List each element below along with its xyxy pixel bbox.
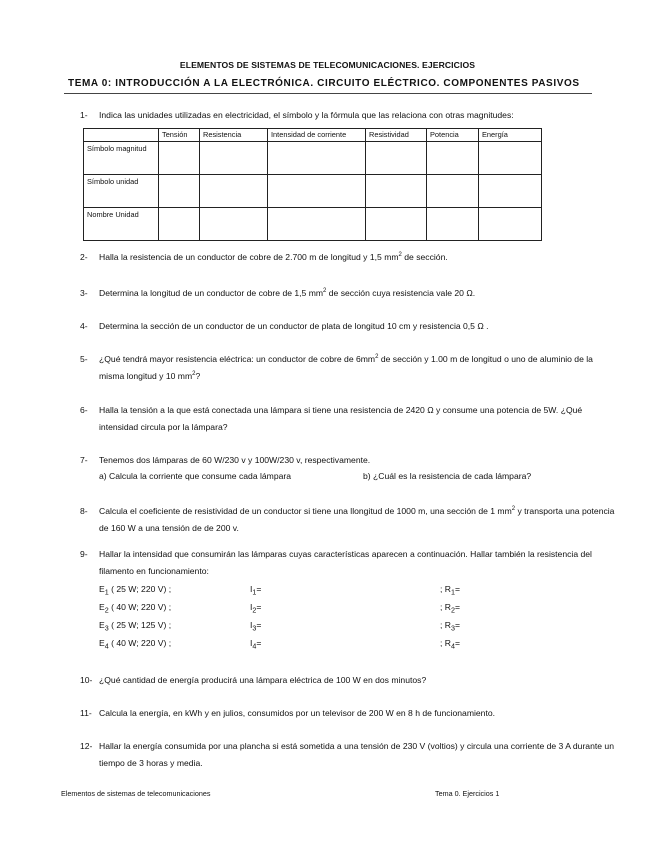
table-cell [268, 208, 366, 241]
subscript: 2 [252, 606, 257, 615]
equals: = [256, 602, 262, 612]
text-part: ? [195, 371, 201, 381]
row-header: Nombre Unidad [84, 208, 159, 241]
lamp-symbol: E [99, 620, 105, 630]
table-cell [268, 142, 366, 175]
table-cell [427, 208, 479, 241]
table-cell [479, 208, 542, 241]
subscript: 1 [104, 588, 109, 597]
question-text [99, 351, 619, 385]
question-number: 10- [80, 675, 93, 685]
subscript: 1 [450, 588, 455, 597]
lamp-values: ( 40 W; 220 V) ; [108, 638, 172, 648]
table-header-cell: Potencia [427, 129, 479, 142]
question-text: Hallar la intensidad que consumirán las lámparas cuyas características aparecen a continuación. Hallar también la resistencia del filamento en funcionamiento: [99, 549, 592, 576]
question-number: 6- [80, 405, 88, 415]
superscript: 2 [511, 506, 516, 512]
table-cell [427, 142, 479, 175]
lamp-current [250, 602, 261, 615]
question-number: 7- [80, 455, 88, 465]
question-text: Hallar la energía consumida por una plancha si está sometida a una tensión de 230 V (voltios) y circula una corriente de 3 A durante un tiempo de 3 horas y media. [99, 741, 614, 768]
text-part: de sección cuya resistencia vale 20 Ω. [326, 288, 476, 298]
question-text: ¿Qué cantidad de energía producirá una lámpara eléctrica de 100 W en dos minutos? [99, 675, 427, 685]
equals: = [256, 620, 262, 630]
text-part: de sección y 1.00 m de longitud o uno de aluminio de la misma longitud y 10 mm [99, 354, 593, 381]
lamp-current [250, 638, 261, 651]
lamp-resistance [440, 620, 460, 633]
subscript: 2 [104, 606, 109, 615]
lamp-resistance [440, 602, 460, 615]
lamp-current [250, 584, 261, 597]
question-7a: a) Calcula la corriente que consume cada lámpara [99, 471, 292, 481]
table-row [84, 208, 542, 241]
subscript: 3 [252, 624, 257, 633]
question-number: 3- [80, 288, 88, 298]
equals: = [454, 620, 460, 630]
lamp-values: ( 40 W; 220 V) ; [108, 602, 172, 612]
lamp-spec [99, 584, 171, 597]
question-number: 1- [80, 110, 88, 120]
resistance-symbol: ; R [440, 620, 451, 630]
subscript: 2 [450, 606, 455, 615]
lamp-spec [99, 620, 171, 633]
resistance-symbol: ; R [440, 584, 451, 594]
question-text: Halla la tensión a la que está conectada una lámpara si tiene una resistencia de 2420 Ω y consume una potencia de 5W. ¿Qué intensidad circula por la lámpara? [99, 405, 583, 432]
table-header-cell: Resistencia [200, 129, 268, 142]
subscript: 4 [252, 642, 257, 651]
row-header: Símbolo unidad [84, 175, 159, 208]
equals: = [454, 638, 460, 648]
table-header-cell: Energía [479, 129, 542, 142]
table-cell [479, 142, 542, 175]
lamp-symbol: E [99, 638, 105, 648]
table-header-cell: Resistividad [366, 129, 427, 142]
table-row [84, 175, 542, 208]
superscript: 2 [192, 371, 196, 377]
question-number: 9- [80, 549, 88, 559]
resistance-symbol: ; R [440, 602, 451, 612]
question-number: 8- [80, 506, 88, 516]
table-cell [479, 175, 542, 208]
lamp-spec [99, 602, 171, 615]
superscript: 2 [323, 288, 327, 294]
table-cell [366, 208, 427, 241]
lamp-resistance [440, 638, 460, 651]
current-symbol: I [250, 584, 253, 594]
text-part: ¿Qué tendrá mayor resistencia eléctrica: un conductor de cobre de 6mm [99, 354, 376, 364]
subscript: 3 [104, 624, 109, 633]
question-number: 5- [80, 354, 88, 364]
table-cell [159, 208, 200, 241]
table-cell [159, 142, 200, 175]
question-text [99, 503, 619, 537]
header-divider [64, 93, 592, 94]
question-number: 2- [80, 252, 88, 262]
equals: = [454, 602, 460, 612]
question-text: Calcula la energía, en kWh y en julios, consumidos por un televisor de 200 W en 8 h de funcionamiento. [99, 708, 496, 718]
question-text [99, 249, 619, 266]
table-cell [427, 175, 479, 208]
question-number: 4- [80, 321, 88, 331]
question-text: Indica las unidades utilizadas en electricidad, el símbolo y la fórmula que las relaciona con otras magnitudes: [99, 110, 514, 120]
equals: = [256, 638, 262, 648]
question-text [99, 285, 619, 302]
current-symbol: I [250, 602, 253, 612]
table-cell [366, 142, 427, 175]
lamp-symbol: E [99, 584, 105, 594]
subscript: 1 [252, 588, 257, 597]
footer-page-label: Tema 0. Ejercicios 1 [435, 789, 500, 798]
current-symbol: I [250, 620, 253, 630]
table-header-cell: Tensión [159, 129, 200, 142]
table-cell [200, 175, 268, 208]
lamp-resistance [440, 584, 460, 597]
lamp-current [250, 620, 261, 633]
subscript: 3 [450, 624, 455, 633]
document-subtitle: TEMA 0: INTRODUCCIÓN A LA ELECTRÓNICA. CIRCUITO ELÉCTRICO. COMPONENTES PASIVOS [68, 78, 580, 89]
subscript: 4 [450, 642, 455, 651]
table-header-cell: Intensidad de corriente [268, 129, 366, 142]
lamp-spec [99, 638, 171, 651]
text-part: de sección. [401, 252, 448, 262]
document-title: ELEMENTOS DE SISTEMAS DE TELECOMUNICACIONES. EJERCICIOS [179, 60, 476, 70]
superscript: 2 [398, 252, 402, 258]
subscript: 4 [104, 642, 109, 651]
equals: = [256, 584, 262, 594]
equals: = [454, 584, 460, 594]
question-number: 12- [80, 741, 93, 751]
text-part: Halla la resistencia de un conductor de cobre de 2.700 m de longitud y 1,5 mm [99, 252, 399, 262]
table-header-row [84, 129, 542, 142]
table-row [84, 142, 542, 175]
text-part: Determina la longitud de un conductor de cobre de 1,5 mm [99, 288, 324, 298]
table-cell [268, 175, 366, 208]
table-header-cell [84, 129, 159, 142]
question-number: 11- [80, 708, 92, 718]
table-cell [200, 208, 268, 241]
resistance-symbol: ; R [440, 638, 451, 648]
superscript: 2 [375, 354, 379, 360]
current-symbol: I [250, 638, 253, 648]
lamp-symbol: E [99, 602, 105, 612]
question-7b: b) ¿Cuál es la resistencia de cada lámpara? [363, 471, 532, 481]
table-cell [366, 175, 427, 208]
table-cell [159, 175, 200, 208]
lamp-values: ( 25 W; 125 V) ; [108, 620, 172, 630]
footer-course-title: Elementos de sistemas de telecomunicaciones [61, 789, 211, 798]
question-text: Determina la sección de un conductor de un conductor de plata de longitud 10 cm y resistencia 0,5 Ω . [99, 321, 489, 331]
question-text: Tenemos dos lámparas de 60 W/230 v y 100W/230 v, respectivamente. [99, 455, 371, 465]
table-cell [200, 142, 268, 175]
text-part: Calcula el coeficiente de resistividad de un conductor si tiene una llongitud de 1000 m, una sección de 1 mm [99, 506, 512, 516]
units-table [83, 128, 542, 241]
lamp-values: ( 25 W; 220 V) ; [108, 584, 172, 594]
text-part: y transporta una potencia de 160 W a una tensión de de 200 v. [99, 506, 615, 533]
row-header: Símbolo magnitud [84, 142, 159, 175]
